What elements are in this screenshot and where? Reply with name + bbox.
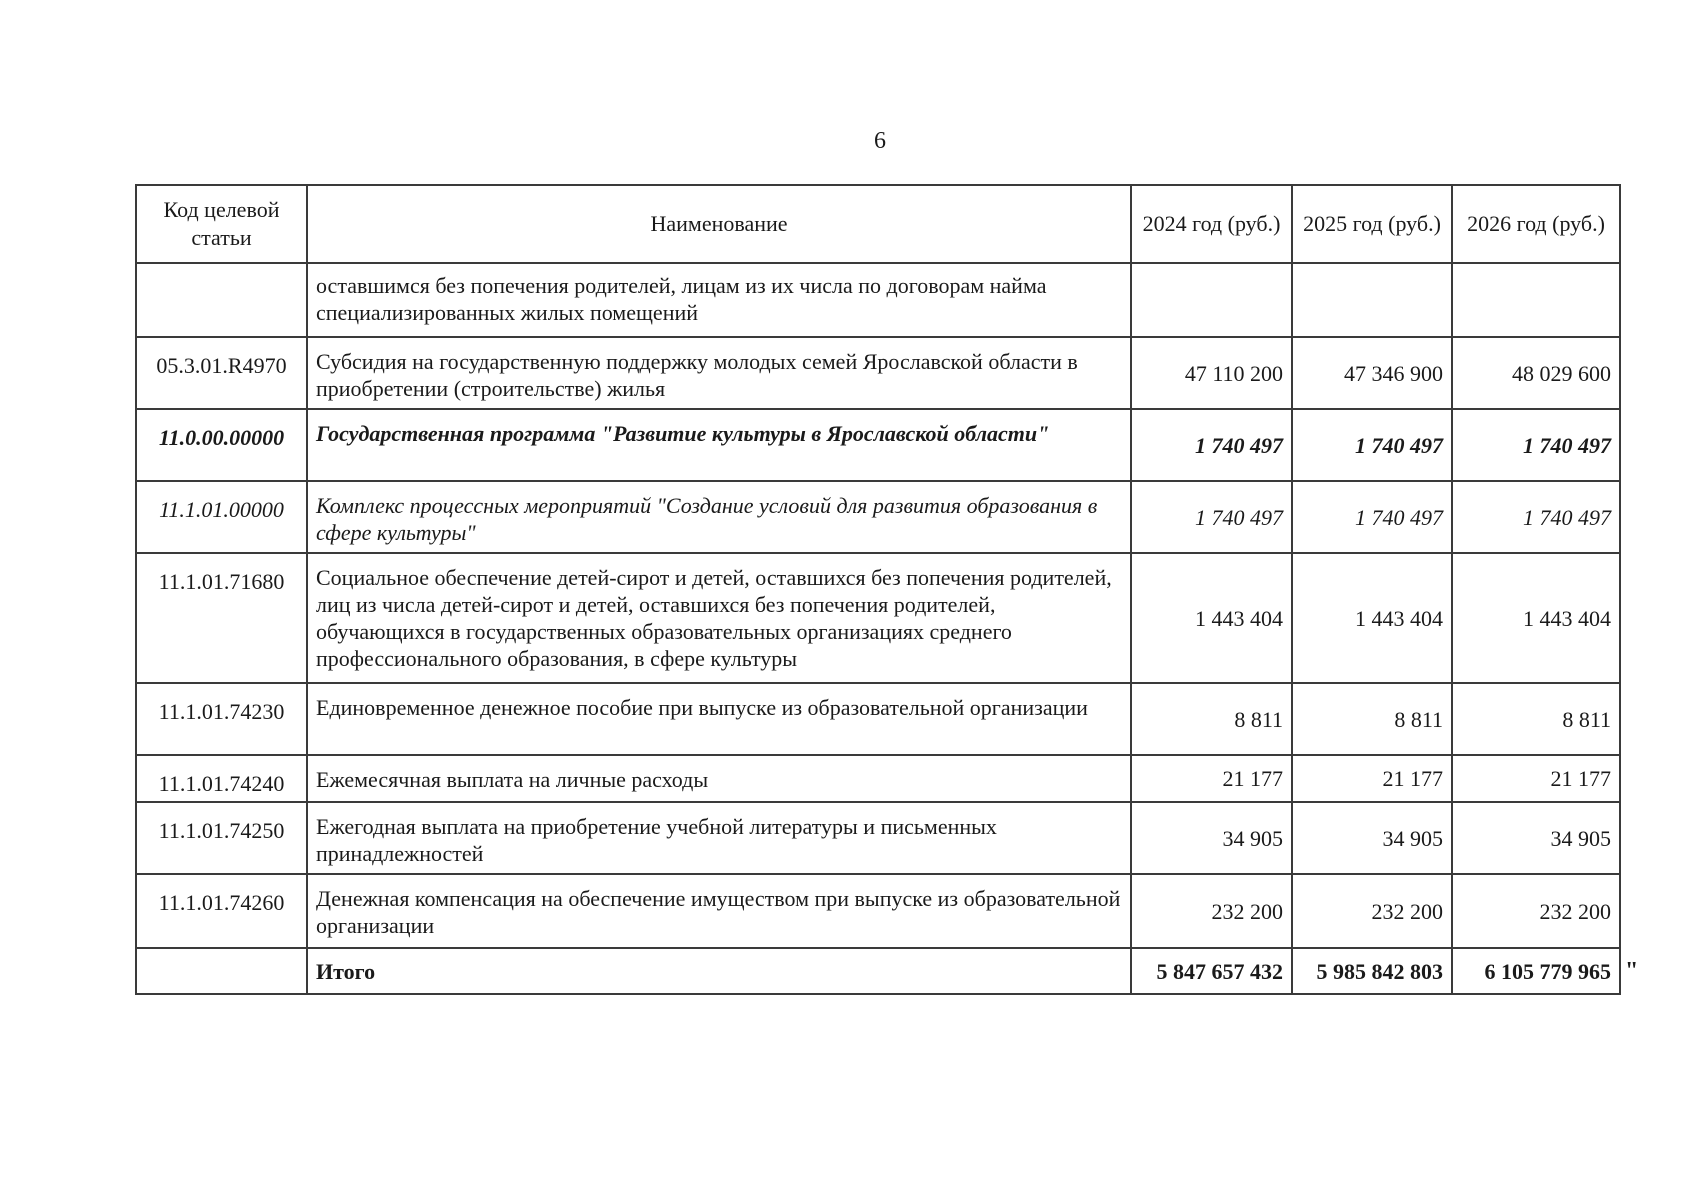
table-row	[136, 683, 1620, 755]
page-number: 6	[874, 128, 886, 154]
row-value-2026: 8 811	[1452, 683, 1620, 755]
row-value-2024: 1 740 497	[1131, 409, 1292, 481]
row-value-2026: 1 740 497	[1452, 409, 1620, 481]
row-value-2025: 21 177	[1292, 755, 1452, 802]
row-value-2025	[1292, 263, 1452, 337]
row-value-2024: 47 110 200	[1131, 337, 1292, 409]
total-value-2025: 5 985 842 803	[1292, 948, 1452, 994]
row-value-2024	[1131, 263, 1292, 337]
row-value-2025: 34 905	[1292, 802, 1452, 874]
table-row	[136, 755, 1620, 802]
total-code	[136, 948, 307, 994]
row-value-2025: 1 443 404	[1292, 553, 1452, 683]
row-code: 11.0.00.00000	[136, 409, 307, 481]
closing-quote-mark: "	[1625, 958, 1639, 984]
row-name: Денежная компенсация на обеспечение имуществом при выпуске из образовательной организации	[307, 874, 1131, 948]
header-2025: 2025 год (руб.)	[1292, 185, 1452, 263]
table-row	[136, 553, 1620, 683]
table-row	[136, 263, 1620, 337]
row-name: Ежемесячная выплата на личные расходы	[307, 755, 1131, 802]
total-label: Итого	[307, 948, 1131, 994]
row-value-2025: 47 346 900	[1292, 337, 1452, 409]
row-code: 11.1.01.00000	[136, 481, 307, 553]
table-row	[136, 337, 1620, 409]
table-header-row	[136, 185, 1620, 263]
row-name: оставшимся без попечения родителей, лицам из их числа по договорам найма специализированных жилых помещений	[307, 263, 1131, 337]
row-code: 11.1.01.74250	[136, 802, 307, 874]
row-value-2026: 1 740 497	[1452, 481, 1620, 553]
row-value-2024: 34 905	[1131, 802, 1292, 874]
table-row	[136, 409, 1620, 481]
row-value-2024: 1 443 404	[1131, 553, 1292, 683]
table-row	[136, 802, 1620, 874]
row-code: 11.1.01.74260	[136, 874, 307, 948]
row-code	[136, 263, 307, 337]
row-value-2026: 1 443 404	[1452, 553, 1620, 683]
row-name: Субсидия на государственную поддержку молодых семей Ярославской области в приобретении (строительстве) жилья	[307, 337, 1131, 409]
table-row	[136, 874, 1620, 948]
row-name: Ежегодная выплата на приобретение учебной литературы и письменных принадлежностей	[307, 802, 1131, 874]
total-row	[136, 948, 1620, 994]
row-value-2026: 232 200	[1452, 874, 1620, 948]
row-value-2024: 1 740 497	[1131, 481, 1292, 553]
row-code: 05.3.01.R4970	[136, 337, 307, 409]
row-value-2025: 1 740 497	[1292, 481, 1452, 553]
row-value-2025: 8 811	[1292, 683, 1452, 755]
row-value-2026: 34 905	[1452, 802, 1620, 874]
row-value-2024: 8 811	[1131, 683, 1292, 755]
row-value-2026: 21 177	[1452, 755, 1620, 802]
total-value-2026: 6 105 779 965	[1452, 948, 1620, 994]
row-value-2025: 232 200	[1292, 874, 1452, 948]
header-2024: 2024 год (руб.)	[1131, 185, 1292, 263]
table-row	[136, 481, 1620, 553]
row-name: Единовременное денежное пособие при выпуске из образовательной организации	[307, 683, 1131, 755]
row-value-2024: 232 200	[1131, 874, 1292, 948]
row-code: 11.1.01.74230	[136, 683, 307, 755]
total-value-2024: 5 847 657 432	[1131, 948, 1292, 994]
header-name: Наименование	[307, 185, 1131, 263]
row-code: 11.1.01.74240	[136, 755, 307, 802]
row-value-2026	[1452, 263, 1620, 337]
row-name: Комплекс процессных мероприятий "Создание условий для развития образования в сфере культуры"	[307, 481, 1131, 553]
row-name: Социальное обеспечение детей-сирот и детей, оставшихся без попечения родителей, лиц из числа детей-сирот и детей, оставшихся без попечения родителей, обучающихся в государственных образовательных организациях среднего профессионального образования, в сфере культуры	[307, 553, 1131, 683]
row-value-2024: 21 177	[1131, 755, 1292, 802]
budget-table	[135, 184, 1621, 995]
row-name: Государственная программа "Развитие культуры в Ярославской области"	[307, 409, 1131, 481]
row-value-2026: 48 029 600	[1452, 337, 1620, 409]
row-value-2025: 1 740 497	[1292, 409, 1452, 481]
row-code: 11.1.01.71680	[136, 553, 307, 683]
header-code: Код целевой статьи	[136, 185, 307, 263]
header-2026: 2026 год (руб.)	[1452, 185, 1620, 263]
